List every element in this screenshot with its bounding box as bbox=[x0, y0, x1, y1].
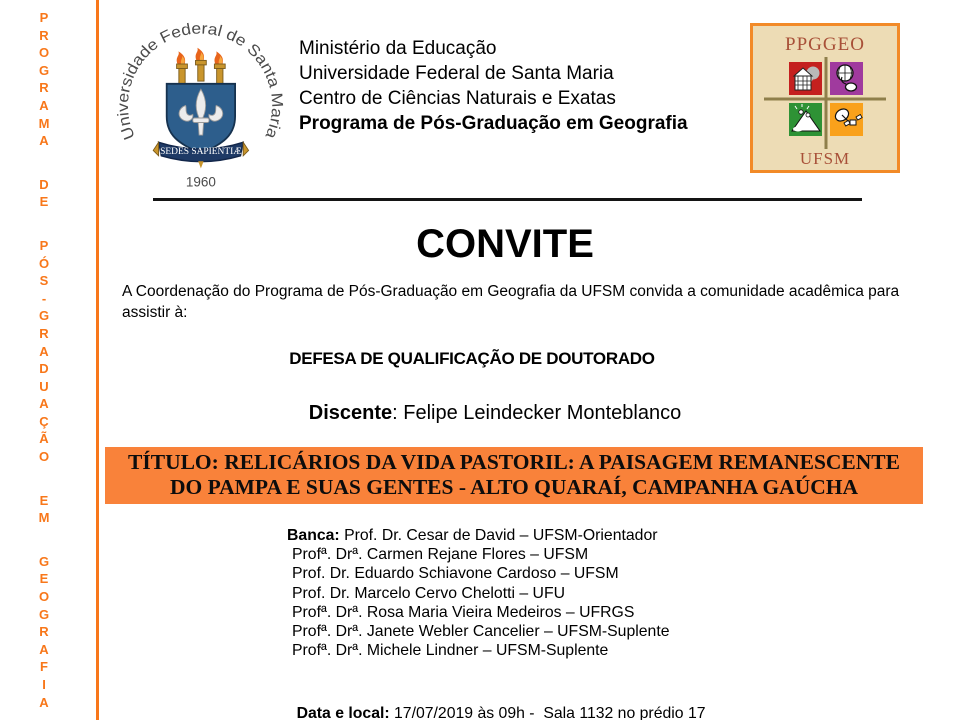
discente-label: Discente bbox=[308, 402, 393, 424]
divider-line bbox=[153, 198, 862, 201]
institution-header bbox=[299, 36, 688, 136]
vertical-text-letter: R bbox=[39, 624, 49, 640]
header-line-centro: Centro de Ciências Naturais e Exatas bbox=[299, 88, 616, 109]
vertical-text-gap bbox=[31, 211, 57, 237]
ppggeo-bottom-text: UFSM bbox=[799, 149, 851, 168]
thesis-title-line1: TÍTULO: RELICÁRIOS DA VIDA PASTORIL: A PAISAGEM REMANESCENTE bbox=[128, 450, 900, 474]
vertical-text-letter: G bbox=[38, 606, 50, 622]
ppggeo-logo bbox=[750, 23, 900, 173]
banca-orientador: Prof. Dr. Cesar de David – UFSM-Orientador bbox=[339, 527, 658, 544]
vertical-text-letter: M bbox=[38, 115, 50, 131]
vertical-program-text bbox=[31, 9, 57, 711]
vertical-text-letter: E bbox=[39, 571, 49, 587]
vertical-text-letter: D bbox=[39, 176, 49, 192]
thesis-title-line2: DO PAMPA E SUAS GENTES - ALTO QUARAÍ, CAMPANHA GAÚCHA bbox=[169, 475, 859, 499]
vertical-text-letter: A bbox=[39, 694, 49, 710]
vertical-text-gap bbox=[31, 466, 57, 492]
ppggeo-top-text: PPGGEO bbox=[785, 34, 865, 55]
ppggeo-logo-svg bbox=[750, 23, 900, 173]
banca-member: Prof. Dr. Eduardo Schiavone Cardoso – UFSM bbox=[292, 565, 619, 583]
discente-name: : Felipe Leindecker Monteblanco bbox=[392, 402, 682, 424]
vertical-text-letter: G bbox=[38, 553, 50, 569]
thesis-title-block bbox=[105, 447, 923, 504]
vertical-text-letter: R bbox=[39, 27, 49, 43]
vertical-text-letter: A bbox=[39, 133, 49, 149]
vertical-text-letter: R bbox=[39, 325, 49, 341]
convite-title: CONVITE bbox=[416, 222, 594, 266]
banca-member: Profª. Drª. Janete Webler Cancelier – UFSM-Suplente bbox=[292, 623, 670, 641]
vertical-text-letter: G bbox=[38, 62, 50, 78]
vertical-text-gap bbox=[31, 527, 57, 553]
header-line-universidade: Universidade Federal de Santa Maria bbox=[299, 63, 614, 84]
vertical-text-letter: S bbox=[39, 273, 49, 289]
vertical-text-letter: A bbox=[39, 343, 49, 359]
vertical-text-letter: Ó bbox=[38, 255, 50, 271]
seal-circular-text: Universidade Federal de Santa Maria bbox=[114, 20, 286, 142]
banca-member: Profª. Drª. Michele Lindner – UFSM-Suplente bbox=[292, 642, 609, 660]
date-location-line bbox=[279, 687, 706, 720]
intro-paragraph: A Coordenação do Programa de Pós-Graduação em Geografia da UFSM convida a comunidade acadêmica para assistir à: bbox=[122, 283, 900, 321]
ufsm-seal-logo bbox=[110, 18, 290, 200]
vertical-text-letter: O bbox=[38, 449, 50, 465]
vertical-text-gap bbox=[31, 150, 57, 176]
vertical-orange-rule bbox=[96, 0, 99, 720]
vertical-text-letter: M bbox=[38, 510, 50, 526]
header-line-ministerio: Ministério da Educação bbox=[299, 38, 497, 59]
header-line-programa: Programa de Pós-Graduação em Geografia bbox=[299, 113, 688, 134]
banca-member: Profª. Drª. Carmen Rejane Flores – UFSM bbox=[292, 546, 589, 564]
vertical-text-letter: Ç bbox=[39, 413, 49, 429]
date-location-label: Data e local: bbox=[296, 705, 390, 720]
ufsm-seal-svg bbox=[110, 18, 290, 200]
vertical-text-letter: P bbox=[39, 237, 49, 253]
seal-motto-text: SEDES SAPIENTIÆ bbox=[160, 147, 242, 158]
banca-first-line bbox=[287, 526, 670, 545]
vertical-text-letter: O bbox=[38, 589, 50, 605]
vertical-text-letter: E bbox=[39, 492, 49, 508]
vertical-text-letter: - bbox=[41, 290, 47, 306]
banca-list bbox=[287, 526, 670, 660]
banca-label: Banca: bbox=[287, 527, 340, 544]
seal-year-text: 1960 bbox=[185, 174, 216, 190]
logo-cross-vertical bbox=[825, 57, 828, 149]
banca-member: Prof. Dr. Marcelo Cervo Chelotti – UFU bbox=[292, 584, 566, 602]
vertical-text-letter: I bbox=[42, 677, 46, 692]
banca-member: Profª. Drª. Rosa Maria Vieira Medeiros – UFRGS bbox=[292, 603, 635, 621]
discente-line bbox=[115, 402, 875, 425]
date-location-value: 17/07/2019 às 09h - Sala 1132 no prédio 17 bbox=[389, 705, 706, 720]
vertical-text-letter: D bbox=[39, 361, 49, 377]
vertical-text-letter: U bbox=[39, 378, 49, 394]
vertical-text-letter: O bbox=[38, 45, 50, 61]
vertical-text-letter: E bbox=[39, 194, 49, 210]
vertical-text-letter: R bbox=[39, 80, 49, 96]
event-type-text: DEFESA DE QUALIFICAÇÃO DE DOUTORADO bbox=[289, 349, 655, 368]
vertical-text-letter: A bbox=[39, 97, 49, 113]
vertical-text-letter: F bbox=[40, 659, 48, 675]
vertical-text-letter: G bbox=[38, 308, 50, 324]
vertical-text-letter: A bbox=[39, 396, 49, 412]
seal-ribbon bbox=[153, 142, 248, 168]
vertical-text-letter: Ã bbox=[39, 431, 49, 447]
torch-icons bbox=[177, 48, 226, 85]
vertical-text-letter: A bbox=[39, 641, 49, 657]
vertical-text-letter: P bbox=[39, 10, 49, 25]
